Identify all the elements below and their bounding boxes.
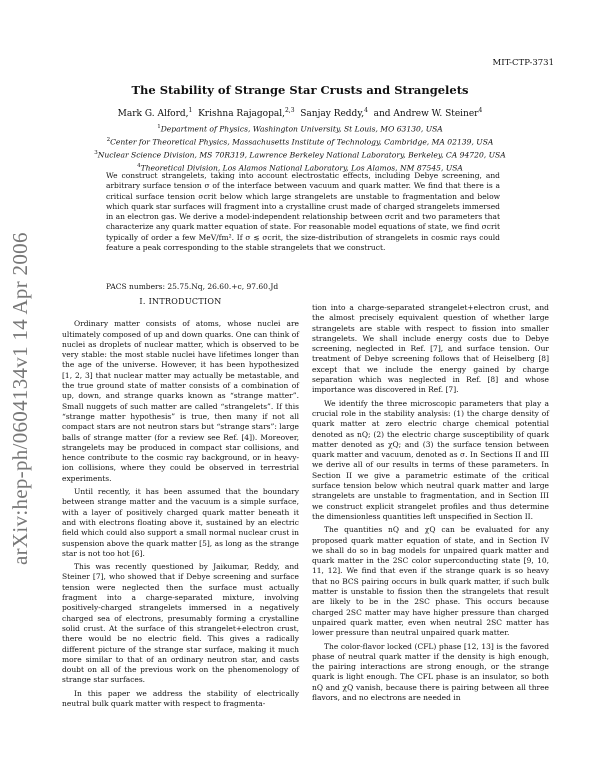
paragraph: In this paper we address the stability of electrically neutral bulk quark matter with respect to fragmenta-	[62, 688, 299, 708]
affiliation: $^4$Theoretical Division, Los Alamos National Laboratory, Los Alamos, NM 87545, USA	[137, 163, 463, 173]
paragraph: The quantities nQ and χQ can be evaluated for any proposed quark matter equation of state, and in Section IV we shall do so in bag models for unpaired quark matter and quark matter in the 2SC color superconducting state [9, 10, 11, 12]. We find that even if the strange quark is so heavy that no BCS pairing occurs in bulk quark matter, if such bulk matter is unstable to fission then the strangelets that result are likely to be in the 2SC phase. This occurs because charged 2SC matter may have higher pressure than charged unpaired quark matter, even when neutral 2SC matter has lower pressure than neutral unpaired quark matter.	[312, 525, 549, 638]
section-heading: I. INTRODUCTION	[139, 297, 222, 306]
right-column	[312, 303, 549, 706]
report-number: MIT-CTP-3731	[492, 58, 554, 68]
affiliation: $^3$Nuclear Science Division, MS 70R319, Lawrence Berkeley National Laboratory, Berkeley, CA 94720, USA	[94, 150, 506, 160]
author-list	[60, 107, 540, 119]
author: Sanjay Reddy,$^4$	[300, 107, 368, 119]
arxiv-identifier-stamp[interactable]: arXiv:hep-ph/0604134v1 14 Apr 2006	[8, 232, 32, 565]
paragraph: We identify the three microscopic parameters that play a crucial role in the stability analysis: (1) the charge density of quark matter at zero electric charge chemical potential denoted as nQ; (2) the electric charge susceptibility of quark matter denoted as χQ; and (3) the surface tension between quark matter and vacuum, denoted as σ. In Sections II and III we derive all of our results in terms of these parameters. In Section II we give a parametric estimate of the critical surface tension below which neutral quark matter and large strangelets are unstable to fragmentation, and in Section III we construct explicit strangelet profiles and thus determine the dimensionless quantities left unspecified in Section II.	[312, 398, 549, 521]
author: Mark G. Alford,$^1$	[117, 107, 193, 119]
paragraph: The color-flavor locked (CFL) phase [12, 13] is the favored phase of neutral quark matter if the density is high enough, the pairing interactions are strong enough, or the strange quark is light enough. The CFL phase is an insulator, so both nQ and χQ vanish, because there is pairing between all three flavors, and no electrons are needed in	[312, 641, 549, 702]
affiliation: $^1$Department of Physics, Washington University, St Louis, MO 63130, USA	[157, 124, 443, 134]
left-column	[62, 297, 299, 712]
paragraph: This was recently questioned by Jaikumar, Reddy, and Steiner [7], who showed that if Debye screening and surface tension were neglected then the surface must actually fragment into a charge-separated mixture, involving positively-charged strangelets immersed in a negatively charged sea of electrons, presumably forming a crystalline solid crust. At the surface of this strangelet+electron crust, there would be no electric field. This gives a radically different picture of the strange star surface, making it much more similar to that of an ordinary neutron star, and casts doubt on all of the previous work on the phenomenology of strange star surfaces.	[62, 562, 299, 685]
author: and Andrew W. Steiner$^4$	[373, 107, 483, 119]
abstract: We construct strangelets, taking into account electrostatic effects, including Debye screening, and arbitrary surface tension σ of the interface between vacuum and quark matter. We find that there is a critical surface tension σcrit below which large strangelets are unstable to fragmentation and below which quark star surfaces will fragment into a crystalline crust made of charged strangelets immersed in an electron gas. We derive a model-independent relationship between σcrit and two parameters that characterize any quark matter equation of state. For reasonable model equations of state, we find σcrit typically of order a few MeV/fm². If σ ≲ σcrit, the size-distribution of strangelets in cosmic rays could feature a peak corresponding to the stable strangelets that we construct.	[106, 171, 500, 253]
pacs-numbers: PACS numbers: 25.75.Nq, 26.60.+c, 97.60.Jd	[106, 282, 279, 291]
paragraph: Until recently, it has been assumed that the boundary between strange matter and the vacuum is a simple surface, with a layer of positively charged quark matter beneath it and with electrons floating above it, sustained by an electric field which could also support a small normal nuclear crust in suspension above the quark matter [5], as long as the strange star is not too hot [6].	[62, 487, 299, 558]
affiliation: $^2$Center for Theoretical Physics, Massachusetts Institute of Technology, Cambridge, MA 02139, USA	[106, 137, 494, 147]
paragraph: tion into a charge-separated strangelet+electron crust, and the almost precisely equivalent question of whether large strangelets are stable with respect to fission into smaller strangelets. We shall include energy costs due to Debye screening, neglected in Ref. [7], and surface tension. Our treatment of Debye screening follows that of Heiselberg [8] except that we include the energy gained by charge separation which was neglected in Ref. [8] and whose importance was discovered in Ref. [7].	[312, 303, 549, 395]
affiliation-list	[60, 122, 540, 174]
paper-title: The Stability of Strange Star Crusts and Strangelets	[131, 83, 469, 97]
author: Krishna Rajagopal,$^{2,3}$	[198, 107, 295, 119]
paragraph: Ordinary matter consists of atoms, whose nuclei are ultimately composed of up and down quarks. One can think of nuclei as droplets of nuclear matter, which is observed to be very stable: the most stable nuclei have lifetimes longer than the age of the universe. However, it has been hypothesized [1, 2, 3] that nuclear matter may actually be metastable, and the true ground state of matter consists of a combination of up, down, and strange quarks known as “strange matter”. Small nuggets of such matter are called “strangelets”. If this “strange matter hypothesis” is true, then many if not all compact stars are not neutron stars but “strange stars”: large balls of strange matter (for a review see Ref. [4]). Moreover, strangelets may be produced in compact star collisions, and hence contribute to the cosmic ray background, or in heavy-ion collisions, where they could be observed in terrestrial experiments.	[62, 319, 299, 483]
